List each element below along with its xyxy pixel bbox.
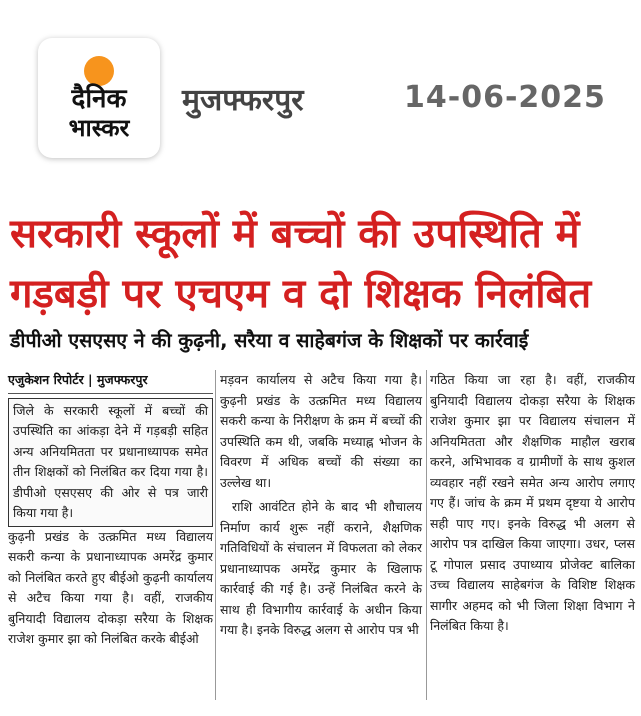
logo-text-line1: दैनिक <box>71 84 127 114</box>
sun-icon <box>84 56 114 86</box>
logo-text-line2: भास्कर <box>68 114 130 142</box>
article-column-2 <box>220 370 422 641</box>
byline: एजुकेशन रिपोर्टर | मुजफ्फरपुर <box>8 370 213 394</box>
intro-box <box>8 398 213 527</box>
column-divider <box>426 370 427 700</box>
subheadline: डीपीओ एसएसए ने की कुढ़नी, सरैया व साहेबगंज के शिक्षकों पर कार्रवाई <box>10 329 529 352</box>
city-name: मुजफ्फरपुर <box>182 83 304 118</box>
column-2-paragraph-2: राशि आवंटित होने के बाद भी शौचालय निर्माण कार्य शुरू नहीं कराने, शैक्षणिक गतिविधियों के संचालन में विफलता को लेकर प्रधानाध्यापक अमरेंद्र कुमार के खिलाफ कार्रवाई की गई है। उन्हें निलंबित करने के साथ ही विभागीय कार्रवाई के अधीन किया गया है। इनके विरुद्ध अलग से आरोप पत्र भी <box>220 499 422 637</box>
headline-line-1: सरकारी स्कूलों में बच्चों की उपस्थिति में <box>10 211 580 257</box>
headline <box>10 204 635 324</box>
intro-paragraph: जिले के सरकारी स्कूलों में बच्चों की उपस्थिति का आंकड़ा देने में गड़बड़ी सहित अन्य अनियमितता पर प्रधानाध्यापक समेत तीन शिक्षकों को निलंबित कर दिया गया है। डीपीओ एसएसए की ओर से पत्र जारी किया गया है। <box>13 402 208 520</box>
column-divider <box>215 370 216 700</box>
column-3-body: गठित किया जा रहा है। वहीं, राजकीय बुनियादी विद्यालय दोकड़ा सरैया के शिक्षक राजेश कुमार झा पर विद्यालय संचालन में अनियमितता और शैक्षणिक माहौल खराब करने, अभिभावक व ग्रामीणों के साथ कुशल व्यवहार नहीं रखने समेत अन्य आरोप लगाए गए हैं। जांच के क्रम में प्रथम दृष्टया ये आरोप सही पाए गए। इनके विरुद्ध भी अलग से आरोप पत्र दाखिल किया जाएगा। उधर, प्लस टू गोपाल प्रसाद उपाध्याय प्रोजेक्ट बालिका उच्च विद्यालय साहेबगंज के विशिष्ट शिक्षक सागीर अहमद को भी जिला शिक्षा विभाग ने निलंबित किया है। <box>430 372 635 633</box>
headline-line-2: गड़बड़ी पर एचएम व दो शिक्षक निलंबित <box>10 271 592 317</box>
article-column-1 <box>8 370 213 650</box>
column-1-body: कुढ़नी प्रखंड के उत्क्रमित मध्य विद्यालय सकरी कन्या के प्रधानाध्यापक अमरेंद्र कुमार को निलंबित करते हुए बीईओ कुढ़नी कार्यालय से अटैच किया गया है। वहीं, राजकीय बुनियादी विद्यालय दोकड़ा सरैया के शिक्षक राजेश कुमार झा को निलंबित करके बीईओ <box>8 528 213 646</box>
dainik-bhaskar-logo <box>38 38 160 158</box>
article-column-3 <box>430 370 635 637</box>
column-2-paragraph-1: मड़वन कार्यालय से अटैच किया गया है। कुढ़नी प्रखंड के उत्क्रमित मध्य विद्यालय सकरी कन्या के निरीक्षण के क्रम में बच्चों की उपस्थिति कम थी, जबकि मध्याह्न भोजन के विवरण में अधिक बच्चों की संख्या का उल्लेख था। <box>220 372 422 490</box>
publication-date: 14-06-2025 <box>404 80 606 115</box>
